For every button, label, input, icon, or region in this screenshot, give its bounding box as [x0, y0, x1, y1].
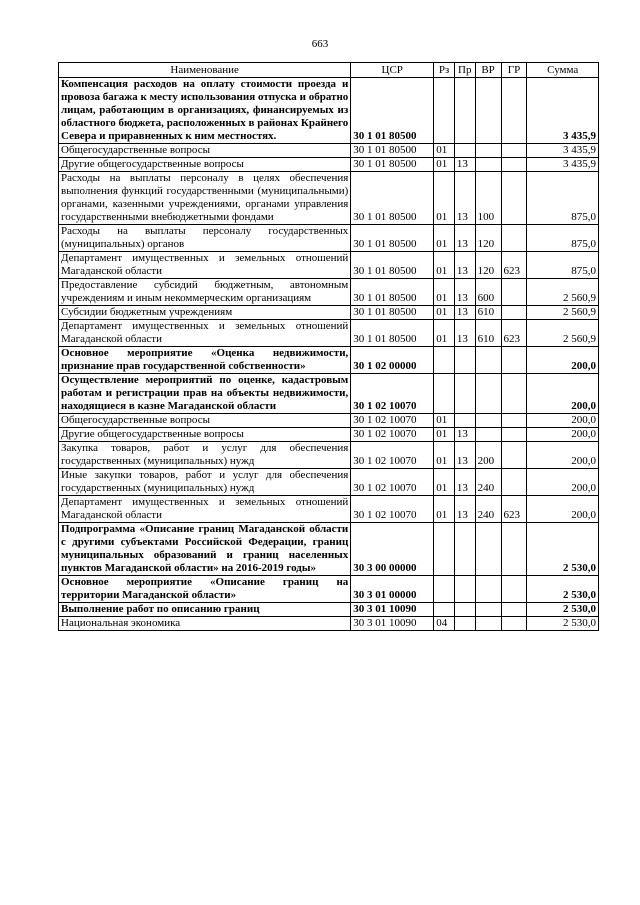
- cell-vr: 200: [475, 442, 501, 469]
- cell-pr: 13: [454, 225, 475, 252]
- cell-pr: 13: [454, 172, 475, 225]
- cell-vr: [475, 428, 501, 442]
- cell-csr: 30 1 02 10070: [351, 374, 434, 414]
- cell-vr: [475, 347, 501, 374]
- cell-vr: 600: [475, 279, 501, 306]
- cell-csr: 30 3 00 00000: [351, 523, 434, 576]
- table-row: [59, 320, 599, 347]
- cell-rz: 01: [434, 306, 455, 320]
- cell-vr: 120: [475, 252, 501, 279]
- cell-vr: 240: [475, 469, 501, 496]
- header-vr: ВР: [475, 63, 501, 78]
- cell-gr: [501, 172, 527, 225]
- cell-gr: [501, 414, 527, 428]
- table-body: [59, 78, 599, 631]
- cell-sum: 2 560,9: [527, 306, 599, 320]
- cell-rz: 01: [434, 428, 455, 442]
- cell-csr: 30 1 02 00000: [351, 347, 434, 374]
- cell-name: Другие общегосударственные вопросы: [59, 428, 351, 442]
- cell-pr: 13: [454, 496, 475, 523]
- cell-sum: 2 560,9: [527, 279, 599, 306]
- cell-rz: 01: [434, 469, 455, 496]
- cell-vr: 120: [475, 225, 501, 252]
- cell-gr: [501, 603, 527, 617]
- cell-rz: [434, 576, 455, 603]
- cell-vr: [475, 144, 501, 158]
- table-row: [59, 347, 599, 374]
- cell-sum: 2 530,0: [527, 617, 599, 631]
- cell-pr: [454, 523, 475, 576]
- header-rz: Рз: [434, 63, 455, 78]
- cell-csr: 30 1 01 80500: [351, 172, 434, 225]
- cell-name: Подпрограмма «Описание границ Магаданской области с другими субъектами Российской Федерации, границ муниципальных образований и границ населенных пунктов Магаданской области» на 2016-2019 годы»: [59, 523, 351, 576]
- table-row: [59, 617, 599, 631]
- budget-table: [58, 62, 599, 631]
- cell-csr: 30 1 01 80500: [351, 306, 434, 320]
- cell-vr: [475, 523, 501, 576]
- cell-gr: [501, 428, 527, 442]
- cell-rz: 01: [434, 144, 455, 158]
- table-row: [59, 496, 599, 523]
- cell-pr: 13: [454, 279, 475, 306]
- cell-name: Компенсация расходов на оплату стоимости проезда и провоза багажа к месту использования отпуска и обратно лицам, работающим в организациях, финансируемых из областного бюджета, расположенных в районах Крайнего Севера и приравненных к ним местностях.: [59, 78, 351, 144]
- table-row: [59, 225, 599, 252]
- table-row: [59, 279, 599, 306]
- table-row: [59, 442, 599, 469]
- cell-csr: 30 1 01 80500: [351, 252, 434, 279]
- cell-rz: 01: [434, 414, 455, 428]
- cell-name: Основное мероприятие «Описание границ на территории Магаданской области»: [59, 576, 351, 603]
- cell-pr: 13: [454, 158, 475, 172]
- cell-sum: 200,0: [527, 347, 599, 374]
- header-gr: ГР: [501, 63, 527, 78]
- cell-name: Выполнение работ по описанию границ: [59, 603, 351, 617]
- table-row: [59, 78, 599, 144]
- cell-gr: [501, 442, 527, 469]
- table-row: [59, 603, 599, 617]
- header-pr: Пр: [454, 63, 475, 78]
- cell-name: Департамент имущественных и земельных отношений Магаданской области: [59, 320, 351, 347]
- cell-gr: [501, 617, 527, 631]
- cell-name: Общегосударственные вопросы: [59, 414, 351, 428]
- cell-gr: 623: [501, 252, 527, 279]
- cell-rz: 01: [434, 158, 455, 172]
- cell-csr: 30 1 02 10070: [351, 469, 434, 496]
- cell-name: Основное мероприятие «Оценка недвижимости, признание прав государственной собственности»: [59, 347, 351, 374]
- cell-pr: [454, 603, 475, 617]
- cell-pr: 13: [454, 252, 475, 279]
- cell-vr: 610: [475, 320, 501, 347]
- cell-pr: [454, 347, 475, 374]
- cell-vr: [475, 414, 501, 428]
- table-row: [59, 576, 599, 603]
- cell-gr: [501, 279, 527, 306]
- cell-csr: 30 1 01 80500: [351, 320, 434, 347]
- cell-rz: [434, 78, 455, 144]
- cell-vr: 610: [475, 306, 501, 320]
- cell-name: Предоставление субсидий бюджетным, автономным учреждениям и иным некоммерческим организациям: [59, 279, 351, 306]
- cell-sum: 2 530,0: [527, 523, 599, 576]
- cell-sum: 2 560,9: [527, 320, 599, 347]
- cell-name: Расходы на выплаты персоналу в целях обеспечения выполнения функций государственными (муниципальными) органами, казенными учреждениями, органами управления государственными внебюджетными фондами: [59, 172, 351, 225]
- cell-gr: [501, 144, 527, 158]
- cell-pr: [454, 414, 475, 428]
- cell-pr: [454, 78, 475, 144]
- cell-name: Субсидии бюджетным учреждениям: [59, 306, 351, 320]
- cell-sum: 875,0: [527, 225, 599, 252]
- cell-pr: [454, 144, 475, 158]
- cell-rz: [434, 603, 455, 617]
- cell-sum: 875,0: [527, 252, 599, 279]
- cell-name: Департамент имущественных и земельных отношений Магаданской области: [59, 496, 351, 523]
- table-row: [59, 523, 599, 576]
- cell-csr: 30 3 01 00000: [351, 576, 434, 603]
- table-row: [59, 144, 599, 158]
- cell-gr: 623: [501, 320, 527, 347]
- cell-pr: 13: [454, 442, 475, 469]
- cell-sum: 200,0: [527, 414, 599, 428]
- cell-sum: 2 530,0: [527, 576, 599, 603]
- cell-sum: 200,0: [527, 469, 599, 496]
- cell-gr: 623: [501, 496, 527, 523]
- cell-vr: [475, 78, 501, 144]
- cell-vr: [475, 603, 501, 617]
- cell-gr: [501, 158, 527, 172]
- cell-rz: 01: [434, 172, 455, 225]
- table-row: [59, 374, 599, 414]
- cell-csr: 30 1 01 80500: [351, 225, 434, 252]
- cell-rz: 01: [434, 442, 455, 469]
- header-sum: Сумма: [527, 63, 599, 78]
- cell-rz: 01: [434, 252, 455, 279]
- table-header-row: [59, 63, 599, 78]
- header-name: Наименование: [59, 63, 351, 78]
- table-row: [59, 252, 599, 279]
- cell-gr: [501, 347, 527, 374]
- cell-csr: 30 3 01 10090: [351, 603, 434, 617]
- cell-name: Осуществление мероприятий по оценке, кадастровым работам и регистрации прав на объекты недвижимости, находящиеся в казне Магаданской области: [59, 374, 351, 414]
- cell-sum: 200,0: [527, 496, 599, 523]
- cell-gr: [501, 306, 527, 320]
- cell-name: Другие общегосударственные вопросы: [59, 158, 351, 172]
- cell-vr: 100: [475, 172, 501, 225]
- cell-gr: [501, 469, 527, 496]
- cell-name: Расходы на выплаты персоналу государственных (муниципальных) органов: [59, 225, 351, 252]
- cell-rz: [434, 523, 455, 576]
- page-number: 663: [311, 38, 329, 50]
- cell-sum: 875,0: [527, 172, 599, 225]
- cell-pr: 13: [454, 469, 475, 496]
- cell-vr: [475, 374, 501, 414]
- cell-sum: 3 435,9: [527, 144, 599, 158]
- cell-csr: 30 1 02 10070: [351, 414, 434, 428]
- cell-name: Департамент имущественных и земельных отношений Магаданской области: [59, 252, 351, 279]
- table-row: [59, 414, 599, 428]
- cell-csr: 30 1 02 10070: [351, 428, 434, 442]
- cell-gr: [501, 576, 527, 603]
- cell-vr: 240: [475, 496, 501, 523]
- cell-csr: 30 1 01 80500: [351, 158, 434, 172]
- cell-sum: 200,0: [527, 428, 599, 442]
- cell-csr: 30 1 02 10070: [351, 496, 434, 523]
- cell-pr: 13: [454, 306, 475, 320]
- cell-sum: 3 435,9: [527, 158, 599, 172]
- cell-csr: 30 3 01 10090: [351, 617, 434, 631]
- cell-name: Закупка товаров, работ и услуг для обеспечения государственных (муниципальных) нужд: [59, 442, 351, 469]
- cell-pr: [454, 576, 475, 603]
- cell-sum: 200,0: [527, 442, 599, 469]
- cell-rz: [434, 347, 455, 374]
- table-row: [59, 172, 599, 225]
- cell-gr: [501, 374, 527, 414]
- cell-csr: 30 1 01 80500: [351, 78, 434, 144]
- cell-vr: [475, 576, 501, 603]
- table-row: [59, 428, 599, 442]
- cell-sum: 200,0: [527, 374, 599, 414]
- table-row: [59, 306, 599, 320]
- cell-gr: [501, 78, 527, 144]
- header-csr: ЦСР: [351, 63, 434, 78]
- table-row: [59, 469, 599, 496]
- cell-pr: 13: [454, 428, 475, 442]
- cell-vr: [475, 158, 501, 172]
- cell-pr: [454, 374, 475, 414]
- cell-rz: 01: [434, 225, 455, 252]
- cell-name: Общегосударственные вопросы: [59, 144, 351, 158]
- cell-gr: [501, 523, 527, 576]
- cell-gr: [501, 225, 527, 252]
- cell-csr: 30 1 01 80500: [351, 144, 434, 158]
- cell-name: Национальная экономика: [59, 617, 351, 631]
- cell-rz: 01: [434, 320, 455, 347]
- cell-csr: 30 1 01 80500: [351, 279, 434, 306]
- cell-name: Иные закупки товаров, работ и услуг для обеспечения государственных (муниципальных) нужд: [59, 469, 351, 496]
- cell-csr: 30 1 02 10070: [351, 442, 434, 469]
- cell-pr: 13: [454, 320, 475, 347]
- cell-rz: 04: [434, 617, 455, 631]
- cell-pr: [454, 617, 475, 631]
- cell-rz: 01: [434, 279, 455, 306]
- cell-sum: 3 435,9: [527, 78, 599, 144]
- cell-vr: [475, 617, 501, 631]
- cell-rz: [434, 374, 455, 414]
- table-row: [59, 158, 599, 172]
- cell-rz: 01: [434, 496, 455, 523]
- cell-sum: 2 530,0: [527, 603, 599, 617]
